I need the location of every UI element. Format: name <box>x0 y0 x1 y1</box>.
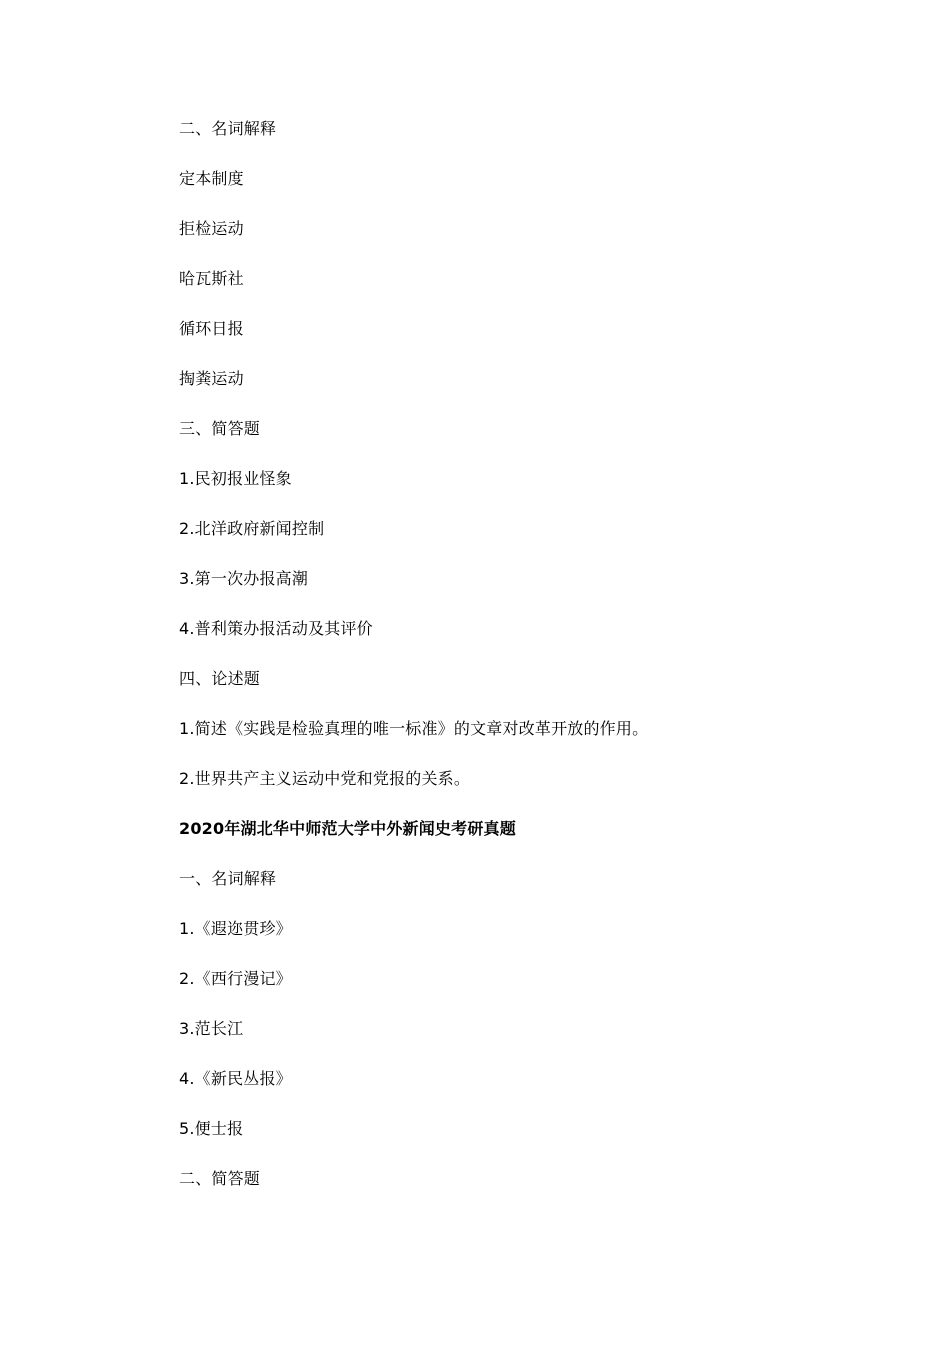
question-item: 1.简述《实践是检验真理的唯一标准》的文章对改革开放的作用。 <box>179 719 649 738</box>
term-item: 4.《新民丛报》 <box>179 1069 292 1088</box>
question-item: 1.民初报业怪象 <box>179 469 292 488</box>
exam-title: 2020年湖北华中师范大学中外新闻史考研真题 <box>179 819 516 838</box>
term-item: 掏粪运动 <box>179 369 244 388</box>
question-item: 2.世界共产主义运动中党和党报的关系。 <box>179 769 471 788</box>
section-heading: 二、名词解释 <box>179 119 277 138</box>
question-item: 2.北洋政府新闻控制 <box>179 519 325 538</box>
term-item: 1.《遐迩贯珍》 <box>179 919 292 938</box>
term-item: 拒检运动 <box>179 219 244 238</box>
term-item: 3.范长江 <box>179 1019 244 1038</box>
question-item: 3.第一次办报高潮 <box>179 569 309 588</box>
section-heading: 一、名词解释 <box>179 869 277 888</box>
term-item: 2.《西行漫记》 <box>179 969 292 988</box>
section-heading: 三、简答题 <box>179 419 261 438</box>
term-item: 定本制度 <box>179 169 244 188</box>
section-heading: 二、简答题 <box>179 1169 261 1188</box>
term-item: 循环日报 <box>179 319 244 338</box>
section-heading: 四、论述题 <box>179 669 261 688</box>
question-item: 4.普利策办报活动及其评价 <box>179 619 373 638</box>
term-item: 哈瓦斯社 <box>179 269 244 288</box>
document-body <box>179 118 819 1218</box>
term-item: 5.便士报 <box>179 1119 244 1138</box>
